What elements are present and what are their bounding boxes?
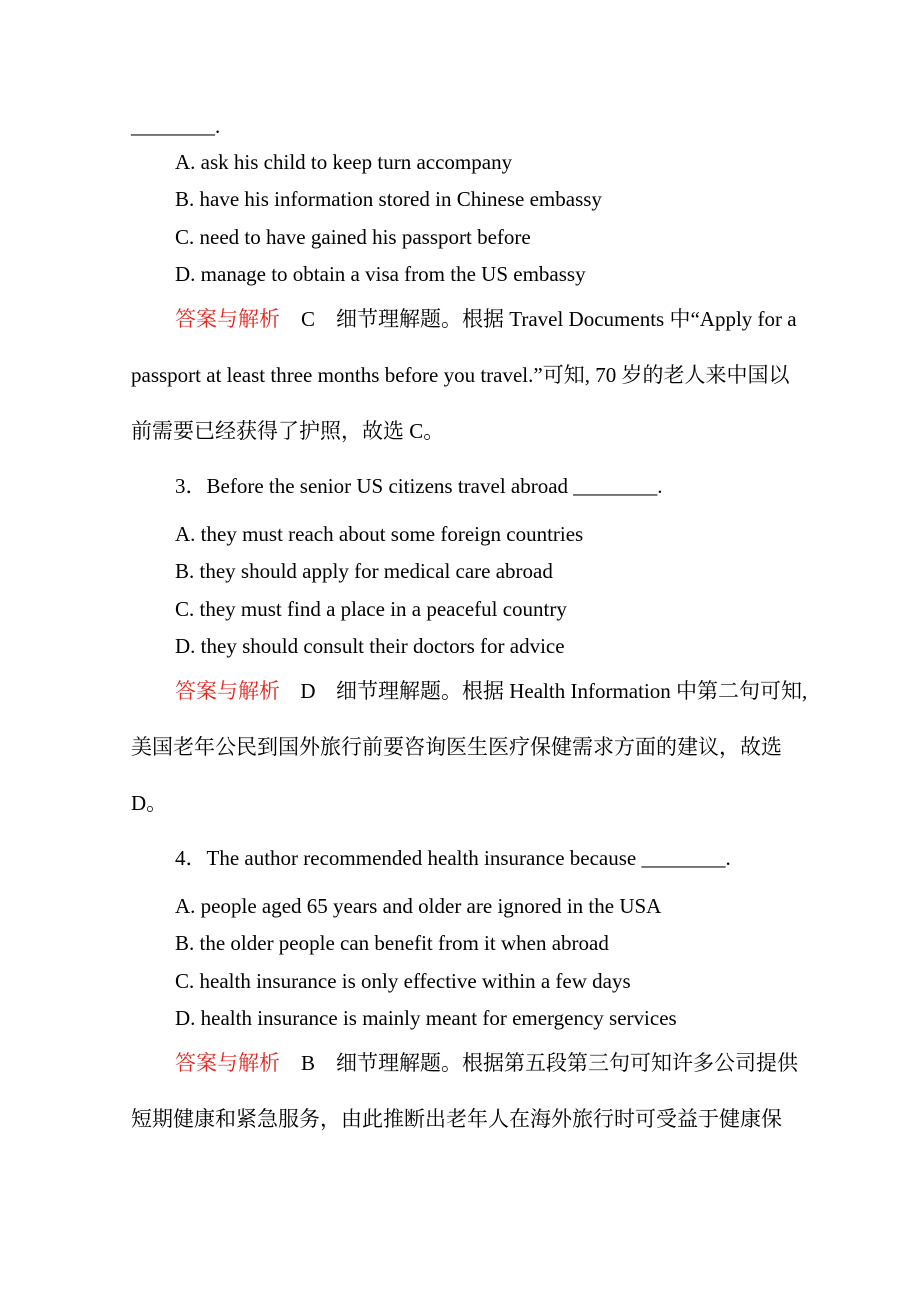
q3-option-d: D. they should consult their doctors for advice	[175, 634, 565, 658]
q3-answer-line3: D。	[131, 791, 168, 815]
q4-answer-line1	[175, 1053, 798, 1074]
q3-answer-line1	[175, 681, 807, 702]
q2-option-a: A. ask his child to keep turn accompany	[175, 150, 513, 174]
answer-label: 答案与解析	[175, 1051, 280, 1075]
q2-answer-text: 细节理解题。根据 Travel Documents 中“Apply for a	[336, 307, 797, 331]
q2-answer-letter: C	[300, 307, 315, 331]
q2-blank: ________.	[131, 114, 221, 138]
q2-option-c: C. need to have gained his passport before	[175, 225, 531, 249]
q3-answer-letter: D	[300, 679, 316, 703]
q2-answer-line1	[175, 309, 797, 330]
q3-option-c: C. they must find a place in a peaceful country	[175, 597, 567, 621]
answer-label: 答案与解析	[175, 679, 280, 703]
q3-option-a: A. they must reach about some foreign countries	[175, 522, 584, 546]
q4-answer-line2: 短期健康和紧急服务，由此推断出老年人在海外旅行时可受益于健康保	[131, 1107, 782, 1131]
q2-answer-line2: passport at least three months before you travel.”可知, 70 岁的老人来中国以	[131, 363, 790, 387]
q3-option-b: B. they should apply for medical care abroad	[175, 559, 553, 583]
q3-answer-line2: 美国老年公民到国外旅行前要咨询医生医疗保健需求方面的建议，故选	[131, 735, 782, 759]
q3-stem: 3．Before the senior US citizens travel abroad ________.	[175, 474, 663, 498]
q2-option-d: D. manage to obtain a visa from the US embassy	[175, 262, 586, 286]
q4-option-a: A. people aged 65 years and older are ignored in the USA	[175, 894, 662, 918]
q4-option-d: D. health insurance is mainly meant for emergency services	[175, 1006, 677, 1030]
q4-option-c: C. health insurance is only effective within a few days	[175, 969, 631, 993]
q4-answer-text: 细节理解题。根据第五段第三句可知许多公司提供	[336, 1051, 798, 1075]
q3-answer-text: 细节理解题。根据 Health Information 中第二句可知,	[336, 679, 808, 703]
q4-option-b: B. the older people can benefit from it when abroad	[175, 931, 609, 955]
answer-label: 答案与解析	[175, 307, 280, 331]
q4-stem: 4．The author recommended health insurance because ________.	[175, 846, 731, 870]
q4-answer-letter: B	[300, 1051, 315, 1075]
q2-option-b: B. have his information stored in Chinese embassy	[175, 187, 602, 211]
q2-answer-line3: 前需要已经获得了护照，故选 C。	[131, 419, 445, 443]
